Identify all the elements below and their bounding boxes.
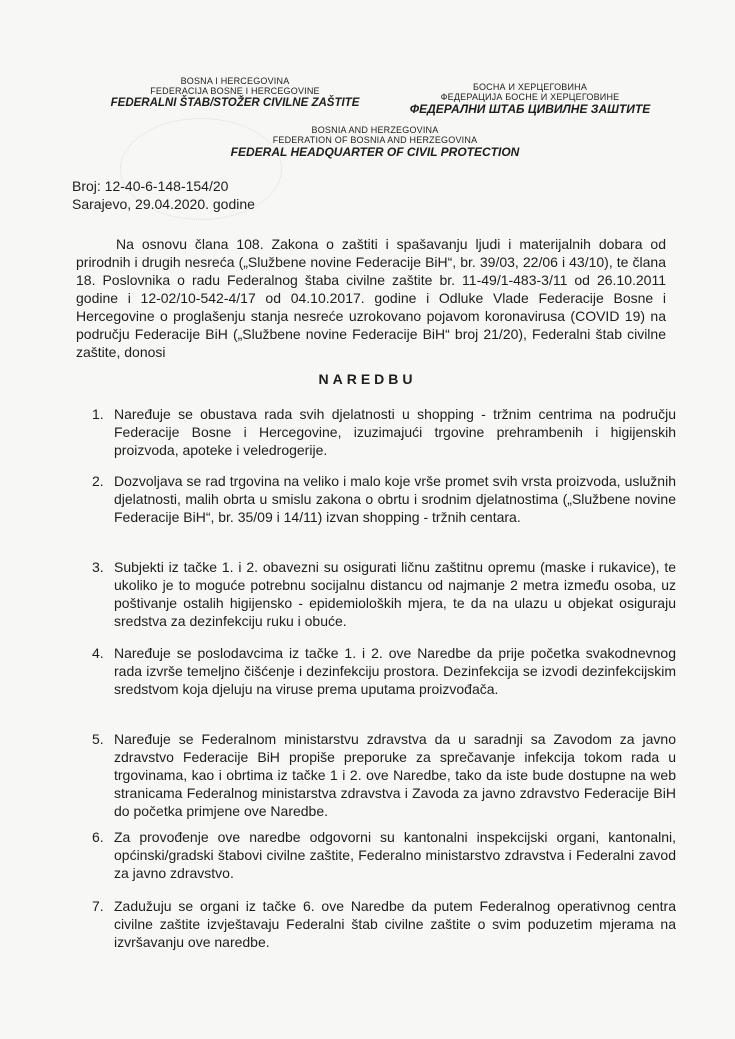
item-text: Dozvoljava se rad trgovina na veliko i malo koje vrše promet svih vrsta proizvoda, uslužnih djelatnosti, malih obrta u smislu zakona o obrtu i srodnim djelatnostima („Službene novine Federacije BiH“, br. 35/09 i 14/11) izvan shopping - tržnih centara. (114, 473, 676, 525)
header-federation: FEDERACIJA BOSNE I HERCEGOVINE (150, 86, 320, 97)
item-text: Za provođenje ove naredbe odgovorni su kantonalni inspekcijski organi, kantonalni, općinski/gradski štabovi civilne zaštite, Federalno ministarstvo zdravstva i Federalni zavod za javno zdravstvo. (114, 829, 676, 881)
preamble-paragraph: Na osnovu člana 108. Zakona o zaštiti i spašavanju ljudi i materijalnih dobara od prirodnih i drugih nesreća („Službene novine Federacije BiH“, br. 39/03, 22/06 i 43/10), te člana 18. Poslovnika o radu Federalnog štaba civilne zaštite br. 11-49/1-483-3/11 od 26.10.2011 godine i 12-02/10-542-4/17 od 04.10.2017. godine i Odluke Vlade Federacije Bosne i Hercegovine o proglašenju stanja nesreće uzrokovano pojavom koronavirusa (COVID 19) na području Federacije BiH („Službene novine Federacije BiH“ broj 21/20), Federalni štab civilne zaštite, donosi (76, 236, 666, 360)
header-institution-cyrillic: ФЕДЕРАЛНИ ШТАБ ЦИВИЛНЕ ЗАШТИТЕ (409, 101, 651, 116)
order-item (92, 558, 676, 630)
item-text: Naređuje se obustava rada svih djelatnosti u shopping - tržnim centrima na području Federacije Bosne i Hercegovine, izuzimajući trgovine prehrambenih i higijenskih proizvoda, apoteke i veledrogerije. (114, 406, 676, 458)
order-item (92, 405, 676, 459)
header-federation-cyrillic: ФЕДЕРАЦИЈА БОСНЕ И ХЕРЦЕГОВИНЕ (440, 92, 620, 103)
header-country-english: BOSNIA AND HERZEGOVINA (311, 125, 439, 135)
item-number: 5. (92, 731, 104, 747)
header-cyrillic-block (385, 82, 675, 116)
order-item (92, 730, 676, 820)
item-text: Subjekti iz tačke 1. i 2. obavezni su osigurati ličnu zaštitnu opremu (maske i rukavice), te ukoliko je to moguće potrebnu socijalnu distancu od najmanje 2 metra između osoba, uz poštivanje ostalih higijensko - epidemioloških mjera, te da na ulazu u objekat osiguraju sredstva za dezinfekciju ruku i obuće. (114, 559, 676, 629)
header-english-block (225, 125, 525, 159)
header-country-cyrillic: БОСНА И ХЕРЦЕГОВИНА (472, 82, 588, 92)
order-item (92, 644, 676, 698)
order-item (92, 897, 676, 951)
item-number: 4. (92, 645, 104, 661)
order-item (92, 472, 676, 526)
place-and-date: Sarajevo, 29.04.2020. godine (72, 196, 255, 212)
item-number: 2. (92, 473, 104, 489)
item-text: Naređuje se poslodavcima iz tačke 1. i 2. ove Naredbe da prije početka svakodnevnog rada izvrše temeljno čišćenje i dezinfekciju prostora. Dezinfekcija se izvodi dezinfekcijskim sredstvom koja djeluju na viruse prema uputama proizvođača. (114, 645, 676, 697)
order-item (92, 828, 676, 882)
item-text: Naređuje se Federalnom ministarstvu zdravstva da u saradnji sa Zavodom za javno zdravstvo Federacije BiH propiše preporuke za sprečavanje infekcija tokom rada u trgovinama, kao i obrtima iz tačke 1 i 2. ove Naredbe, tako da iste bude dostupne na web stranicama Federalnog ministarstva zdravstva i Zavoda za javno zdravstvo Federacije BiH do početka primjene ove Naredbe. (114, 731, 676, 819)
header-institution: FEDERALNI ŠTAB/STOŽER CIVILNE ZAŠTITE (110, 96, 360, 109)
item-number: 7. (92, 898, 104, 914)
header-latin-block (100, 76, 370, 110)
item-number: 3. (92, 559, 104, 575)
item-number: 1. (92, 406, 104, 422)
header-institution-english: FEDERAL HEADQUARTER OF CIVIL PROTECTION (230, 144, 520, 159)
reference-number: Broj: 12-40-6-148-154/20 (72, 178, 229, 194)
item-number: 6. (92, 829, 104, 845)
header-country: BOSNA I HERCEGOVINA (180, 76, 290, 86)
header-federation-english: FEDERATION OF BOSNIA AND HERZEGOVINA (272, 135, 478, 146)
item-text: Zadužuju se organi iz tačke 6. ove Naredbe da putem Federalnog operativnog centra civilne zaštite izvještavaju Federalni štab civilne zaštite o svim poduzetim mjerama na izvršavanju ove naredbe. (114, 898, 676, 950)
document-title: NAREDBU (318, 371, 417, 387)
